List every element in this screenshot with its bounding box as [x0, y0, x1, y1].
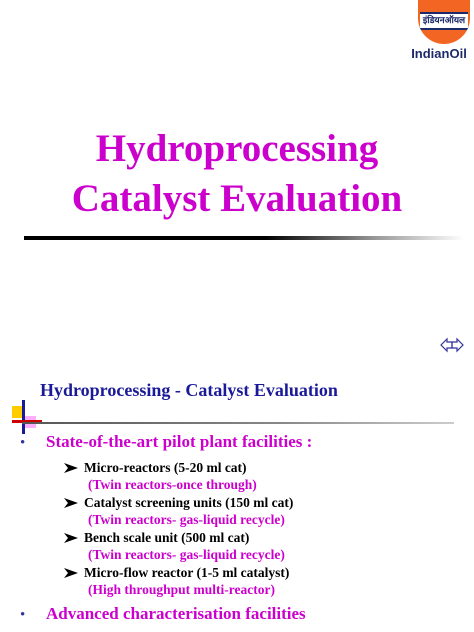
list-item: [64, 460, 293, 495]
arrowhead-icon: [64, 568, 78, 578]
double-arrow-icon[interactable]: [440, 337, 464, 353]
arrowhead-icon: [64, 498, 78, 508]
bullet-text: Advanced characterisation facilities: [46, 604, 306, 623]
list-item: [64, 565, 293, 600]
title-divider: [24, 236, 464, 240]
cover-title: [0, 124, 474, 224]
logo-band-text: इंडियनऑयल: [420, 12, 468, 30]
list-item-main: Micro-reactors (5-20 ml cat): [84, 460, 247, 475]
facility-list: [64, 460, 293, 600]
list-item-main: Catalyst screening units (150 ml cat): [84, 495, 294, 510]
list-item-main: Micro-flow reactor (1-5 ml catalyst): [84, 565, 290, 580]
arrowhead-icon: [64, 533, 78, 543]
bullet-dot: •: [20, 435, 26, 451]
logo-emblem: [418, 0, 470, 44]
cover-title-line2: Catalyst Evaluation: [71, 177, 403, 220]
bullet-characterisation: [20, 604, 306, 624]
list-item-main: Bench scale unit (500 ml cat): [84, 530, 250, 545]
list-item-note: (Twin reactors- gas-liquid recycle): [88, 547, 285, 562]
indianoil-logo: [404, 0, 474, 66]
logo-name: IndianOil: [411, 46, 467, 61]
list-item-note: (Twin reactors-once through): [88, 477, 257, 492]
bullet-pilot-plant: [20, 432, 312, 452]
bullet-text: State-of-the-art pilot plant facilities :: [46, 432, 313, 451]
decorative-squares-icon: [12, 400, 42, 436]
arrowhead-icon: [64, 463, 78, 473]
cover-title-line1: Hydroprocessing: [95, 127, 379, 170]
list-item-note: (High throughput multi-reactor): [88, 582, 275, 597]
list-item: [64, 495, 293, 530]
bullet-dot: •: [20, 607, 26, 623]
slide-title: Hydroprocessing - Catalyst Evaluation: [40, 380, 338, 400]
list-item: [64, 530, 293, 565]
heading-underline: [22, 422, 454, 424]
list-item-note: (Twin reactors- gas-liquid recycle): [88, 512, 285, 527]
